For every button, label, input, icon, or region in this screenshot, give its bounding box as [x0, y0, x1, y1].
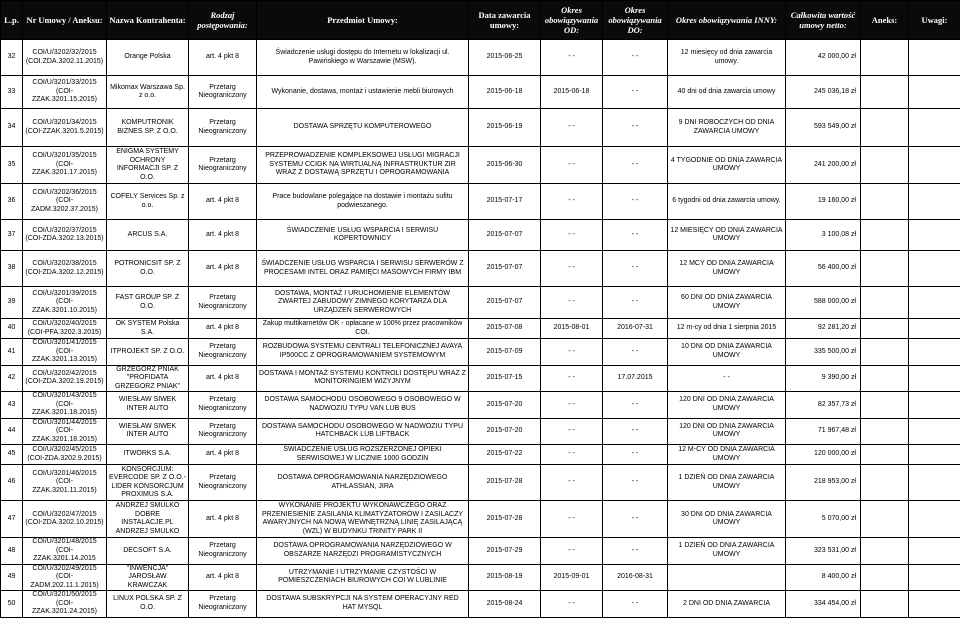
header-aneks: Aneks: [861, 1, 909, 40]
cell-lp: 50 [1, 591, 23, 618]
cell-uwagi [909, 445, 960, 465]
cell-od: - - [541, 418, 603, 445]
header-row [1, 1, 960, 40]
cell-uwagi [909, 339, 960, 366]
cell-rodzaj: art. 4 pkt 8 [189, 184, 257, 220]
cell-od: 2015-08-01 [541, 319, 603, 339]
cell-przedmiot: DOSTAWA I MONTAŻ SYSTEMU KONTROLI DOSTĘPU WRAZ Z MONITORINGIEM WIZYJNYM [257, 365, 469, 392]
cell-data: 2015-07-29 [469, 538, 541, 565]
cell-rodzaj: art. 4 pkt 8 [189, 319, 257, 339]
cell-aneks [861, 392, 909, 419]
cell-od: 2015-06-18 [541, 76, 603, 109]
cell-data: 2015-08-19 [469, 564, 541, 591]
cell-data: 2015-07-17 [469, 184, 541, 220]
cell-data: 2015-07-07 [469, 251, 541, 287]
cell-data: 2015-07-08 [469, 319, 541, 339]
cell-od: - - [541, 40, 603, 76]
cell-data: 2015-08-24 [469, 591, 541, 618]
cell-wartosc: 323 531,00 zł [786, 538, 861, 565]
cell-aneks [861, 365, 909, 392]
cell-przedmiot: ROZBUDOWA SYSTEMU CENTRALI TELEFONICZNEJ AVAYA IP500CC Z OPROGRAMOWANIEM SYSTEMOWYM [257, 339, 469, 366]
cell-rodzaj: art. 4 pkt 8 [189, 220, 257, 251]
cell-nr: COI/U/3202/32/2015 (COI.ZDA.3202.11.2015) [23, 40, 107, 76]
cell-data: 2015-07-28 [469, 465, 541, 501]
cell-do: 17.07.2015 [603, 365, 668, 392]
cell-do: - - [603, 147, 668, 184]
cell-przedmiot: Zakup multikarnetów OK - opłacane w 100% przez pracowników COI. [257, 319, 469, 339]
header-przedmiot: Przedmiot Umowy: [257, 1, 469, 40]
cell-nr: COI/U/3201/39/2015 (COI-ZZAK.3201.10.2015) [23, 287, 107, 319]
cell-wartosc: 120 000,00 zł [786, 445, 861, 465]
cell-wartosc: 19 160,00 zł [786, 184, 861, 220]
cell-od: - - [541, 109, 603, 147]
table-row [1, 564, 960, 591]
cell-od: - - [541, 220, 603, 251]
cell-inny: 30 DNI OD DNIA ZAWARCIA UMOWY [668, 501, 786, 538]
cell-uwagi [909, 109, 960, 147]
cell-kontrahent: ITWORKS S.A. [107, 445, 189, 465]
cell-od: - - [541, 538, 603, 565]
cell-kontrahent: OK SYSTEM Polska S.A. [107, 319, 189, 339]
cell-aneks [861, 319, 909, 339]
cell-od: - - [541, 445, 603, 465]
cell-nr: COI/U/3202/47/2015 (COI-ZDA.3202.10.2015) [23, 501, 107, 538]
cell-kontrahent: LINUX POLSKA SP. Z O.O. [107, 591, 189, 618]
cell-inny: - - [668, 365, 786, 392]
cell-inny: 12 MIESIĘCY OD DNIA ZAWARCIA UMOWY [668, 220, 786, 251]
cell-inny: 120 DNI OD DNIA ZAWARCIA UMOWY [668, 418, 786, 445]
cell-wartosc: 241 200,00 zł [786, 147, 861, 184]
cell-uwagi [909, 465, 960, 501]
cell-wartosc: 335 500,00 zł [786, 339, 861, 366]
cell-uwagi [909, 220, 960, 251]
cell-nr: COI/U/3201/33/2015 (COI-ZZAK.3201.15.2015) [23, 76, 107, 109]
cell-data: 2015-06-19 [469, 109, 541, 147]
header-data: Data zawarcia umowy: [469, 1, 541, 40]
cell-przedmiot: WYKONANIE PROJEKTU WYKONAWCZEGO ORAZ PRZENIESIENIE ZASILANIA KLIMATYZATORÓW I ZASILACZY AWARYJNYCH NA NOWĄ WEWNĘTRZNĄ LINIĘ ZASILAJĄCĄ (WZL) W BUDYNKU TRINITY PARK II [257, 501, 469, 538]
cell-inny: 120 DNI OD DNIA ZAWARCIA UMOWY [668, 392, 786, 419]
cell-do: - - [603, 109, 668, 147]
cell-kontrahent: KOMPUTRONIK BIZNES SP. Z O.O. [107, 109, 189, 147]
cell-nr: COI/U/3202/42/2015 (COI-ZDA.3202.19.2015) [23, 365, 107, 392]
cell-kontrahent: ANDRZEJ SMULKO DOBRE INSTALACJE.PL ANDRZEJ SMULKO [107, 501, 189, 538]
cell-przedmiot: PRZEPROWADZENIE KOMPLEKSOWEJ USŁUGI MIGRACJI SYSTEMU CCIGK NA WIRTUALNĄ INFRASTRUKTUR ZIR WRAZ Z DOSTAWĄ SPRZĘTU I OPROGRAMOWANIA [257, 147, 469, 184]
cell-nr: COI/U/3202/40/2015 (COI-PFA.3202.3.2015) [23, 319, 107, 339]
cell-uwagi [909, 392, 960, 419]
cell-data: 2015-06-18 [469, 76, 541, 109]
cell-do: - - [603, 339, 668, 366]
cell-kontrahent: ARCUS S.A. [107, 220, 189, 251]
cell-wartosc: 588 000,00 zł [786, 287, 861, 319]
table-row [1, 109, 960, 147]
cell-uwagi [909, 40, 960, 76]
cell-rodzaj: Przetarg Nieograniczony [189, 147, 257, 184]
cell-kontrahent: "INWENCJA" JAROSŁAW KRAWCZAK [107, 564, 189, 591]
cell-przedmiot: Prace budowlane polegające na dostawie i montażu sufitu podwieszanego. [257, 184, 469, 220]
cell-kontrahent: COFELY Services Sp. z o.o. [107, 184, 189, 220]
cell-data: 2015-07-20 [469, 392, 541, 419]
cell-rodzaj: Przetarg Nieograniczony [189, 418, 257, 445]
cell-lp: 41 [1, 339, 23, 366]
cell-przedmiot: ŚWIADCZENIE USŁUG WSPARCIA I SERWISU KOPERTOWNICY [257, 220, 469, 251]
cell-aneks [861, 184, 909, 220]
cell-uwagi [909, 184, 960, 220]
cell-inny: 12 m-cy od dnia 1 sierpnia 2015 [668, 319, 786, 339]
table-row [1, 445, 960, 465]
cell-lp: 39 [1, 287, 23, 319]
header-inny: Okres obowiązywania INNY: [668, 1, 786, 40]
table-row [1, 465, 960, 501]
cell-rodzaj: Przetarg Nieograniczony [189, 392, 257, 419]
cell-do: - - [603, 287, 668, 319]
cell-nr: COI/U/3202/49/2015 (COI-ZADM.202.11.1.2015) [23, 564, 107, 591]
cell-lp: 37 [1, 220, 23, 251]
cell-lp: 46 [1, 465, 23, 501]
table-row [1, 392, 960, 419]
cell-data: 2015-06-30 [469, 147, 541, 184]
cell-kontrahent: ITPROJEKT SP. Z O.O. [107, 339, 189, 366]
cell-od: - - [541, 591, 603, 618]
cell-uwagi [909, 287, 960, 319]
cell-uwagi [909, 501, 960, 538]
cell-lp: 44 [1, 418, 23, 445]
header-rodzaj: Rodzaj postępowania: [189, 1, 257, 40]
cell-rodzaj: art. 4 pkt 8 [189, 501, 257, 538]
cell-lp: 49 [1, 564, 23, 591]
cell-kontrahent: GRZEGORZ PNIAK "PROFIDATA GRZEGORZ PNIAK" [107, 365, 189, 392]
header-lp: L.p. [1, 1, 23, 40]
cell-rodzaj: Przetarg Nieograniczony [189, 76, 257, 109]
cell-wartosc: 42 000,00 zł [786, 40, 861, 76]
cell-rodzaj: art. 4 pkt 8 [189, 445, 257, 465]
cell-data: 2015-07-07 [469, 287, 541, 319]
cell-wartosc: 5 070,00 zł [786, 501, 861, 538]
cell-aneks [861, 109, 909, 147]
cell-aneks [861, 147, 909, 184]
cell-lp: 35 [1, 147, 23, 184]
cell-wartosc: 56 400,00 zł [786, 251, 861, 287]
cell-do: - - [603, 184, 668, 220]
cell-wartosc: 82 357,73 zł [786, 392, 861, 419]
cell-kontrahent: KONSORCJUM: EVERCODE SP. Z O.O.- LIDER KONSORCJUM PROXIMUS S.A. [107, 465, 189, 501]
cell-nr: COI/U/3201/34/2015 (COI-ZZAK.3201.5.2015) [23, 109, 107, 147]
cell-kontrahent: DECSOFT S.A. [107, 538, 189, 565]
cell-nr: COI/U/3202/36/2015 (COI-ZADM.3202.37.2015) [23, 184, 107, 220]
cell-uwagi [909, 251, 960, 287]
cell-od: - - [541, 365, 603, 392]
cell-wartosc: 92 281,20 zł [786, 319, 861, 339]
cell-wartosc: 593 549,00 zł [786, 109, 861, 147]
cell-nr: COI/U/3201/48/2015 (COI-ZZAK.3201.14.2015 [23, 538, 107, 565]
cell-lp: 33 [1, 76, 23, 109]
cell-do: - - [603, 220, 668, 251]
cell-lp: 32 [1, 40, 23, 76]
cell-przedmiot: ŚWIADCZENIE USŁUG ROZSZERZONEJ OPIEKI SERWISOWEJ W LICZNIE 1000 GODZIN [257, 445, 469, 465]
cell-rodzaj: Przetarg Nieograniczony [189, 109, 257, 147]
cell-uwagi [909, 591, 960, 618]
cell-kontrahent: POTRONICSIT SP. Z O.O. [107, 251, 189, 287]
cell-aneks [861, 591, 909, 618]
cell-od: - - [541, 501, 603, 538]
table-row [1, 220, 960, 251]
cell-uwagi [909, 365, 960, 392]
cell-lp: 43 [1, 392, 23, 419]
cell-inny: 40 dni od dnia zawarcia umowy [668, 76, 786, 109]
cell-kontrahent: WIESŁAW SIWEK INTER AUTO [107, 418, 189, 445]
cell-nr: COI/U/3202/45/2015 (COI-ZDA.3202.9.2015) [23, 445, 107, 465]
cell-aneks [861, 501, 909, 538]
cell-data: 2015-07-09 [469, 339, 541, 366]
cell-nr: COI/U/3201/50/2015 (COI-ZZAK.3201.24.2015) [23, 591, 107, 618]
cell-lp: 36 [1, 184, 23, 220]
cell-przedmiot: Wykonanie, dostawa, montaż i ustawienie mebli biurowych [257, 76, 469, 109]
table-row [1, 591, 960, 618]
cell-przedmiot: DOSTAWA SUBSKRYPCJI NA SYSTEM OPERACYJNY RED HAT MYSQL [257, 591, 469, 618]
header-uwagi: Uwagi: [909, 1, 960, 40]
cell-aneks [861, 287, 909, 319]
cell-uwagi [909, 538, 960, 565]
cell-nr: COI/U/3201/44/2015 (COI-ZZAK.3201.18.2015) [23, 418, 107, 445]
cell-rodzaj: Przetarg Nieograniczony [189, 538, 257, 565]
cell-data: 2015-07-07 [469, 220, 541, 251]
cell-do: - - [603, 538, 668, 565]
cell-lp: 38 [1, 251, 23, 287]
table-row [1, 40, 960, 76]
cell-data: 2015-07-20 [469, 418, 541, 445]
cell-do: - - [603, 392, 668, 419]
cell-inny: 12 M-CY OD DNIA ZAWARCIA UMOWY [668, 445, 786, 465]
cell-lp: 45 [1, 445, 23, 465]
cell-wartosc: 218 953,00 zł [786, 465, 861, 501]
cell-do: - - [603, 418, 668, 445]
cell-przedmiot: DOSTAWA SPRZĘTU KOMPUTEROWEGO [257, 109, 469, 147]
cell-od: - - [541, 339, 603, 366]
cell-do: 2016-07-31 [603, 319, 668, 339]
cell-do: - - [603, 40, 668, 76]
cell-do: - - [603, 501, 668, 538]
table-row [1, 538, 960, 565]
cell-kontrahent: Orange Polska [107, 40, 189, 76]
table-row [1, 365, 960, 392]
cell-od: - - [541, 251, 603, 287]
cell-uwagi [909, 76, 960, 109]
table-row [1, 319, 960, 339]
cell-od: - - [541, 392, 603, 419]
cell-przedmiot: Świadczenie usługi dostępu do Internetu w lokalizacji ul. Pawińskiego w Warszawie (MSW). [257, 40, 469, 76]
header-do: Okres obowiązywania DO: [603, 1, 668, 40]
header-nr: Nr Umowy / Aneksu: [23, 1, 107, 40]
cell-lp: 47 [1, 501, 23, 538]
table-row [1, 184, 960, 220]
table-row [1, 418, 960, 445]
cell-do: 2016-08-31 [603, 564, 668, 591]
cell-rodzaj: Przetarg Nieograniczony [189, 339, 257, 366]
cell-przedmiot: UTRZYMANIE I UTRZYMANIE CZYSTOŚCI W POMIESZCZENIACH BIUROWYCH COI W LUBLINIE [257, 564, 469, 591]
cell-lp: 34 [1, 109, 23, 147]
cell-wartosc: 334 454,00 zł [786, 591, 861, 618]
cell-aneks [861, 220, 909, 251]
cell-przedmiot: DOSTAWA SAMOCHODU OSOBOWEGO W NADWOZIU TYPU HATCHBACK LUB LIFTBACK [257, 418, 469, 445]
cell-od: - - [541, 147, 603, 184]
header-od: Okres obowiązywania OD: [541, 1, 603, 40]
cell-inny: 1 DZIEŃ OD DNIA ZAWARCIA UMOWY [668, 538, 786, 565]
cell-inny: 12 MCY OD DNIA ZAWARCIA UMOWY [668, 251, 786, 287]
cell-wartosc: 3 100,08 zł [786, 220, 861, 251]
cell-uwagi [909, 418, 960, 445]
cell-data: 2015-07-15 [469, 365, 541, 392]
cell-od: - - [541, 287, 603, 319]
cell-wartosc: 9 390,00 zł [786, 365, 861, 392]
cell-rodzaj: Przetarg Nieograniczony [189, 465, 257, 501]
table-row [1, 339, 960, 366]
cell-wartosc: 71 967,48 zł [786, 418, 861, 445]
cell-inny [668, 564, 786, 591]
table-row [1, 147, 960, 184]
header-kontrahent: Nazwa Kontrahenta: [107, 1, 189, 40]
cell-inny: 6 tygodni od dnia zawarcia umowy. [668, 184, 786, 220]
cell-przedmiot: DOSTAWA, MONTAŻ I URUCHOMIENIE ELEMENTÓW ZWARTEJ ZABUDOWY ZIMNEGO KORYTARZA DLA URZĄDZEŃ SERWEROWYCH [257, 287, 469, 319]
cell-nr: COI/U/3201/43/2015 (COI-ZZAK.3201.18.2015) [23, 392, 107, 419]
cell-kontrahent: Mikomax Warszawa Sp. z o.o. [107, 76, 189, 109]
cell-nr: COI/U/3202/38/2015 (COI-ZDA.3202.12.2015) [23, 251, 107, 287]
cell-wartosc: 8 400,00 zł [786, 564, 861, 591]
cell-inny: 60 DNI OD DNIA ZAWARCIA UMOWY [668, 287, 786, 319]
cell-kontrahent: ENIGMA SYSTEMY OCHRONY INFORMACJI SP. Z O.O. [107, 147, 189, 184]
cell-uwagi [909, 564, 960, 591]
cell-uwagi [909, 147, 960, 184]
cell-przedmiot: DOSTAWA OPROGRAMOWANIA NARZĘDZIOWEGO W OBSZARZE NARZĘDZI PROGRAMISTYCZNYCH [257, 538, 469, 565]
cell-nr: COI/U/3202/37/2015 (COI-ZDA.3202.13.2015) [23, 220, 107, 251]
cell-do: - - [603, 445, 668, 465]
cell-rodzaj: art. 4 pkt 8 [189, 365, 257, 392]
cell-od: 2015-09-01 [541, 564, 603, 591]
header-wartosc: Całkowita wartość umowy netto: [786, 1, 861, 40]
cell-data: 2015-07-22 [469, 445, 541, 465]
cell-rodzaj: art. 4 pkt 8 [189, 40, 257, 76]
cell-lp: 42 [1, 365, 23, 392]
cell-wartosc: 245 036,18 zł [786, 76, 861, 109]
cell-data: 2015-06-25 [469, 40, 541, 76]
cell-aneks [861, 339, 909, 366]
cell-przedmiot: DOSTAWA OPROGRAMOWANIA NARZĘDZIOWEGO ATHLASSIAN, JIRA [257, 465, 469, 501]
cell-inny: 9 DNI ROBOCZYCH OD DNIA ZAWARCIA UMOWY [668, 109, 786, 147]
cell-lp: 48 [1, 538, 23, 565]
cell-data: 2015-07-28 [469, 501, 541, 538]
cell-uwagi [909, 319, 960, 339]
cell-rodzaj: art. 4 pkt 8 [189, 564, 257, 591]
cell-do: - - [603, 251, 668, 287]
cell-od: - - [541, 184, 603, 220]
cell-do: - - [603, 76, 668, 109]
cell-do: - - [603, 465, 668, 501]
table-row [1, 76, 960, 109]
cell-aneks [861, 251, 909, 287]
cell-rodzaj: art. 4 pkt 8 [189, 251, 257, 287]
cell-inny: 12 miesięcy od dnia zawarcia umowy. [668, 40, 786, 76]
cell-nr: COI/U/3201/41/2015 (COI-ZZAK.3201.13.2015) [23, 339, 107, 366]
cell-aneks [861, 40, 909, 76]
cell-aneks [861, 564, 909, 591]
cell-aneks [861, 445, 909, 465]
cell-aneks [861, 465, 909, 501]
table-row [1, 501, 960, 538]
cell-od: - - [541, 465, 603, 501]
cell-inny: 1 DZIEŃ OD DNIA ZAWARCIA UMOWY [668, 465, 786, 501]
table-row [1, 251, 960, 287]
cell-aneks [861, 538, 909, 565]
cell-przedmiot: DOSTAWA SAMOCHODU OSOBOWEGO 9 OSOBOWEGO W NADWOZIU TYPU VAN LUB BUS [257, 392, 469, 419]
cell-inny: 4 TYGODNIE OD DNIA ZAWARCIA UMOWY [668, 147, 786, 184]
cell-nr: COI/U/3201/46/2015 (COI-ZZAK.3201.11.2015) [23, 465, 107, 501]
cell-kontrahent: WIESŁAW SIWEK INTER AUTO [107, 392, 189, 419]
cell-aneks [861, 418, 909, 445]
cell-inny: 10 DNI OD DNIA ZAWARCIA UMOWY [668, 339, 786, 366]
cell-aneks [861, 76, 909, 109]
cell-rodzaj: Przetarg Nieograniczony [189, 591, 257, 618]
cell-przedmiot: ŚWIADCZENIE USŁUG WSPARCIA I SERWISU SERWERÓW Z PROCESAMI INTEL ORAZ PAMIĘCI MASOWYCH FIRMY IBM [257, 251, 469, 287]
table-row [1, 287, 960, 319]
cell-rodzaj: Przetarg Nieograniczony [189, 287, 257, 319]
cell-inny: 2 DNI OD DNIA ZAWARCIA [668, 591, 786, 618]
cell-lp: 40 [1, 319, 23, 339]
cell-kontrahent: FAST GROUP SP. Z O.O. [107, 287, 189, 319]
cell-nr: COI/U/3201/35/2015 (COI-ZZAK.3201.17.2015) [23, 147, 107, 184]
cell-do: - - [603, 591, 668, 618]
